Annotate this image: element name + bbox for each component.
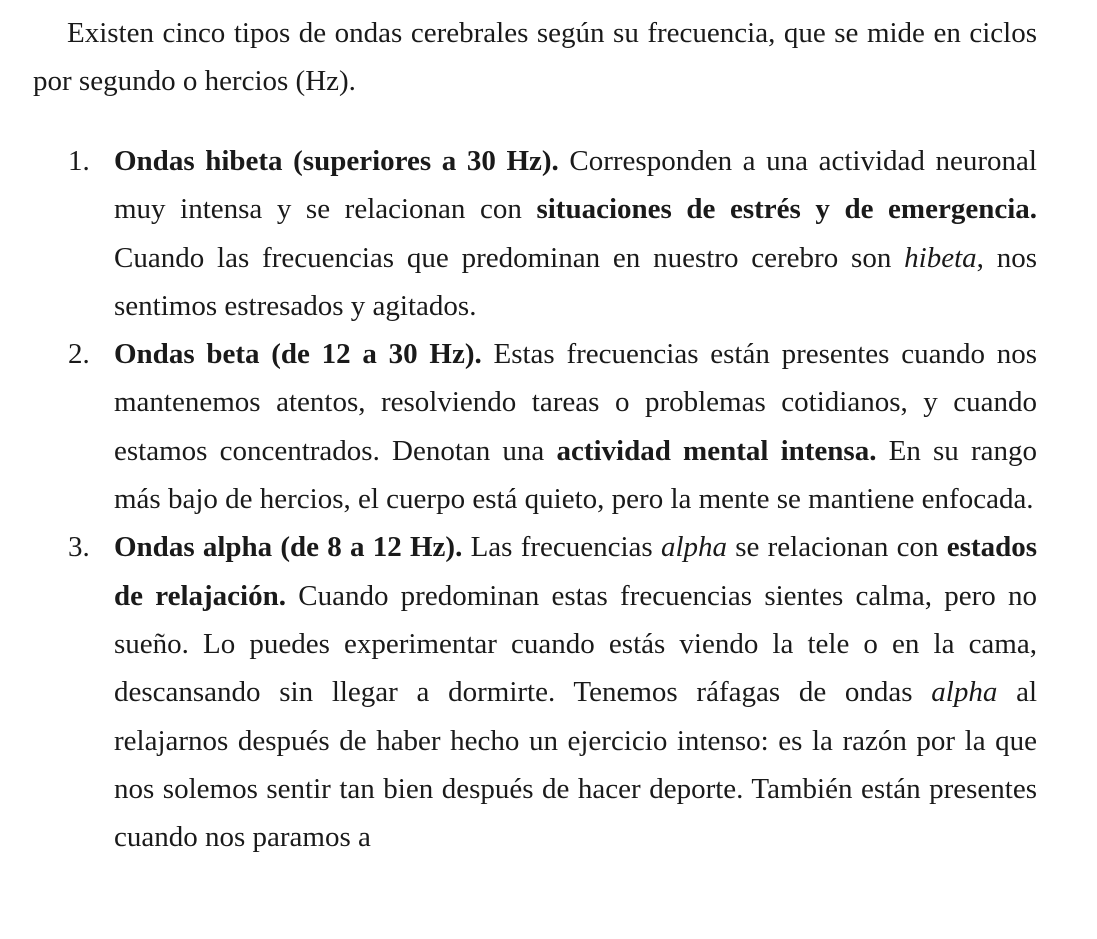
item-text: Cuando predominan estas frecuencias sientes calma, pero no sueño. Lo puedes experimentar cuando estás viendo la tele o en la cama, descansando sin llegar a dormirte. Tenemos ráfagas de ondas xyxy=(114,579,1037,709)
list-item-alpha xyxy=(68,523,1037,861)
list-number: 2. xyxy=(68,338,90,371)
item-emphasis: actividad mental intensa. xyxy=(556,434,877,467)
item-title: Ondas beta (de 12 a 30 Hz). xyxy=(114,338,482,371)
list-item-beta xyxy=(68,330,1037,523)
item-italic: alpha xyxy=(931,676,998,709)
brainwave-list xyxy=(68,137,1037,861)
item-text: Estas frecuencias están presentes cuando nos mantenemos atentos, resolviendo tareas o problemas cotidianos, y cuando estamos concentrados. Denotan una xyxy=(114,338,1037,467)
item-text: al relajarnos después de haber hecho un ejercicio intenso: es la razón por la que nos solemos sentir tan bien después de hacer deporte. También están presentes cuando nos paramos a xyxy=(114,676,1037,854)
item-text: Corresponden a una actividad neuronal muy intensa y se relacionan con xyxy=(114,145,1037,226)
item-italic: alpha xyxy=(660,531,728,564)
list-number: 1. xyxy=(68,145,90,177)
list-item-hibeta xyxy=(68,137,1037,330)
item-emphasis: estados de relajación. xyxy=(114,531,1037,612)
list-number: 3. xyxy=(68,531,90,564)
item-text: Las frecuencias xyxy=(462,531,661,564)
item-title: Ondas hibeta (superiores a 30 Hz). xyxy=(114,145,559,177)
item-text: se relacionan con xyxy=(727,531,947,564)
item-text: Cuando las frecuencias que predominan en nuestro cerebro son xyxy=(114,241,905,274)
item-text: , nos sentimos estresados y agitados. xyxy=(114,241,1037,322)
item-text: En su rango más bajo de hercios, el cuerpo está quieto, pero la mente se mantiene enfocada. xyxy=(114,434,1038,516)
item-emphasis: situaciones de estrés y de emergencia. xyxy=(536,193,1037,226)
intro-paragraph: Existen cinco tipos de ondas cerebrales según su frecuencia, que se mide en ciclos por segundo o hercios (Hz). xyxy=(33,17,1037,98)
item-title: Ondas alpha (de 8 a 12 Hz). xyxy=(114,531,463,564)
item-italic: hibeta xyxy=(904,241,977,274)
